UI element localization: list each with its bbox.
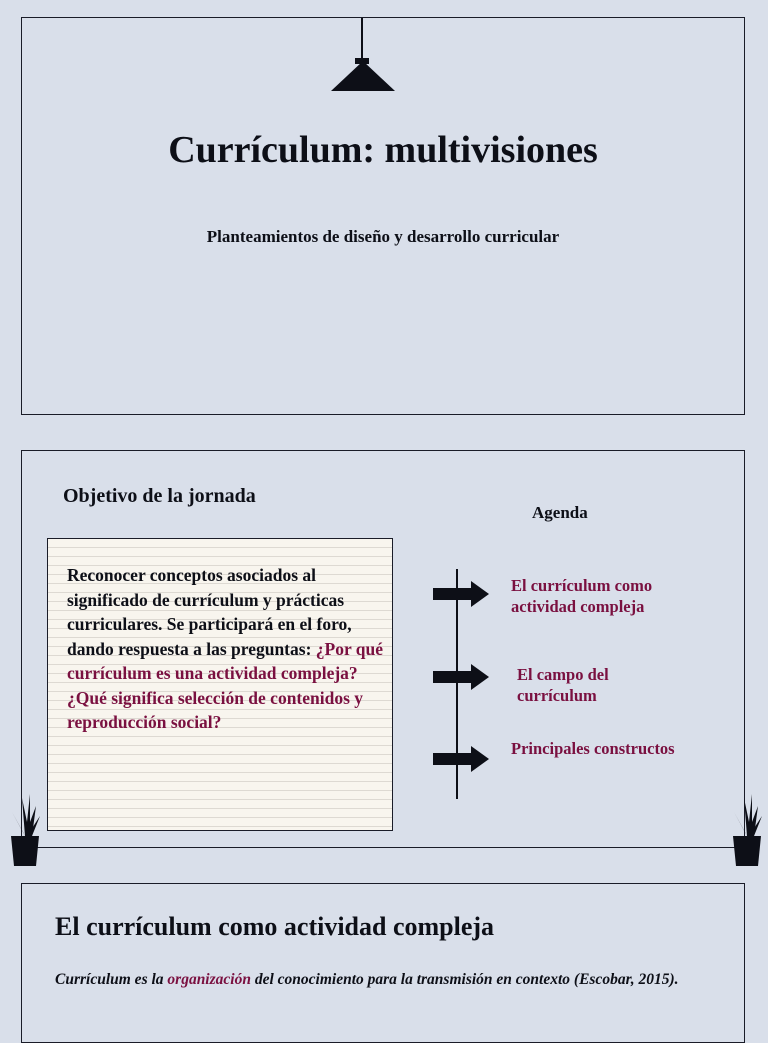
- presentation-title: Currículum: multivisiones: [168, 129, 598, 171]
- agenda-item-1-line2: actividad compleja: [511, 597, 645, 616]
- definition-quote: [55, 969, 715, 991]
- complex-activity-slide: [21, 883, 745, 1043]
- presentation-subtitle: Planteamientos de diseño y desarrollo curricular: [206, 227, 560, 246]
- quote-part-2: del conocimiento para la transmisión en contexto (Escobar, 2015).: [250, 971, 679, 988]
- objective-statement: Reconocer conceptos asociados al significado de currículum y prácticas curriculares. Se participará en el foro, dando respuesta a las preguntas:: [67, 565, 352, 659]
- agenda-item-3: [511, 738, 675, 759]
- objective-text: [67, 563, 392, 735]
- objective-slide: [21, 450, 745, 848]
- agenda-item-2: [517, 664, 609, 706]
- agenda-item-3-line1: Principales constructos: [511, 739, 675, 758]
- quote-part-1: Currículum es la: [55, 971, 168, 988]
- agenda-item-1: [511, 575, 652, 617]
- right-arrow-icon: [433, 581, 489, 607]
- potted-plant-icon: [730, 792, 764, 866]
- potted-plant-icon: [8, 792, 42, 866]
- quote-highlight: organización: [167, 971, 251, 988]
- agenda-heading: Agenda: [532, 503, 588, 522]
- agenda-item-2-line2: currículum: [517, 686, 597, 705]
- agenda-item-2-line1: El campo del: [517, 665, 609, 684]
- slide-heading: El currículum como actividad compleja: [55, 912, 495, 941]
- agenda-item-1-line1: El currículum como: [511, 576, 653, 595]
- objective-note-card: [47, 538, 393, 831]
- objective-heading: Objetivo de la jornada: [63, 485, 256, 507]
- right-arrow-icon: [433, 664, 489, 690]
- right-arrow-icon: [433, 746, 489, 772]
- title-slide: [21, 17, 745, 415]
- objective-questions: ¿Por qué currículum es una actividad compleja? ¿Qué significa selección de contenidos y reproducción social?: [67, 638, 384, 732]
